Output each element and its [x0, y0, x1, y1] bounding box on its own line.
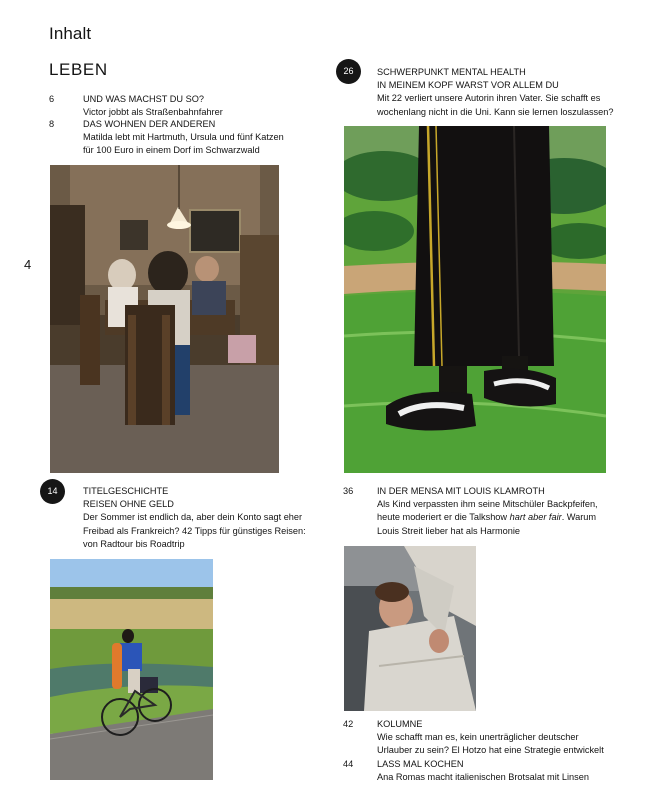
section-title: LEBEN	[49, 60, 108, 79]
toc-entry-6[interactable]	[49, 93, 349, 121]
entry-headline: REISEN OHNE GELD	[83, 499, 174, 510]
entry-number: 42	[343, 719, 354, 729]
entry-teaser-line: wochenlang nicht in die Uni. Kann sie lernen loszulassen?	[377, 106, 614, 117]
entry-teaser-line: Matilda lebt mit Hartmuth, Ursula und fünf Katzen	[83, 132, 284, 143]
entry-teaser-line: Als Kind verpassten ihm seine Mitschüler Backpfeifen,	[377, 499, 598, 510]
entry-kicker: SCHWERPUNKT MENTAL HEALTH	[377, 67, 526, 77]
entry-headline: IN DER MENSA MIT LOUIS KLAMROTH	[377, 486, 545, 496]
page-title: Inhalt	[49, 24, 92, 43]
entry-teaser-line	[377, 511, 666, 524]
entry-teaser: Victor jobbt als Straßenbahnfahrer	[83, 107, 223, 118]
entry-teaser-line: Wie schafft man es, kein unerträglicher deutscher	[377, 732, 579, 743]
entry-teaser-line: Der Sommer ist endlich da, aber dein Konto sagt eher	[83, 512, 303, 523]
entry-number: 36	[343, 486, 354, 496]
toc-entry-44[interactable]	[343, 758, 643, 786]
page-number: 4	[24, 257, 32, 272]
page-badge-14: 14	[40, 479, 65, 504]
page-badge-26: 26	[336, 59, 361, 84]
teaser-text: . Warum	[561, 512, 597, 523]
toc-entry-14[interactable]	[49, 485, 349, 555]
entry-kicker: TITELGESCHICHTE	[83, 486, 169, 496]
painting-illustration	[344, 126, 606, 473]
entry-headline: LASS MAL KOCHEN	[377, 759, 464, 769]
toc-entry-8[interactable]	[49, 118, 349, 160]
entry-teaser-line: Urlauber zu sein? El Hotzo hat eine Strategie entwickelt	[377, 745, 604, 756]
entry-number: 44	[343, 759, 354, 769]
entry-teaser-line: für 100 Euro in einem Dorf im Schwarzwald	[83, 145, 260, 156]
entry-headline: KOLUMNE	[377, 719, 423, 729]
entry-number: 8	[49, 119, 55, 129]
entry-teaser-line: Louis Streit lieber hat als Harmonie	[377, 525, 520, 536]
dining-room-photo	[50, 165, 279, 473]
entry-teaser-line: von Radtour bis Roadtrip	[83, 538, 185, 549]
entry-headline: UND WAS MACHST DU SO?	[83, 94, 204, 104]
toc-entry-26[interactable]	[343, 66, 643, 122]
cyclist-photo	[50, 559, 213, 780]
portrait-photo	[344, 546, 476, 711]
toc-entry-42[interactable]	[343, 718, 643, 760]
entry-teaser: Ana Romas macht italienischen Brotsalat mit Linsen	[377, 772, 589, 783]
entry-headline: DAS WOHNEN DER ANDEREN	[83, 119, 216, 129]
toc-entry-36[interactable]	[343, 485, 643, 541]
teaser-text: heute moderiert er die Talkshow	[377, 512, 510, 523]
entry-teaser-line: Mit 22 verliert unsere Autorin ihren Vater. Sie schafft es	[377, 93, 601, 104]
entry-headline: IN MEINEM KOPF WARST VOR ALLEM DU	[377, 80, 559, 91]
entry-number: 6	[49, 94, 55, 104]
entry-teaser-line: Freibad als Frankreich? 42 Tipps für günstiges Reisen:	[83, 525, 306, 536]
talkshow-title: hart aber fair	[509, 512, 562, 523]
